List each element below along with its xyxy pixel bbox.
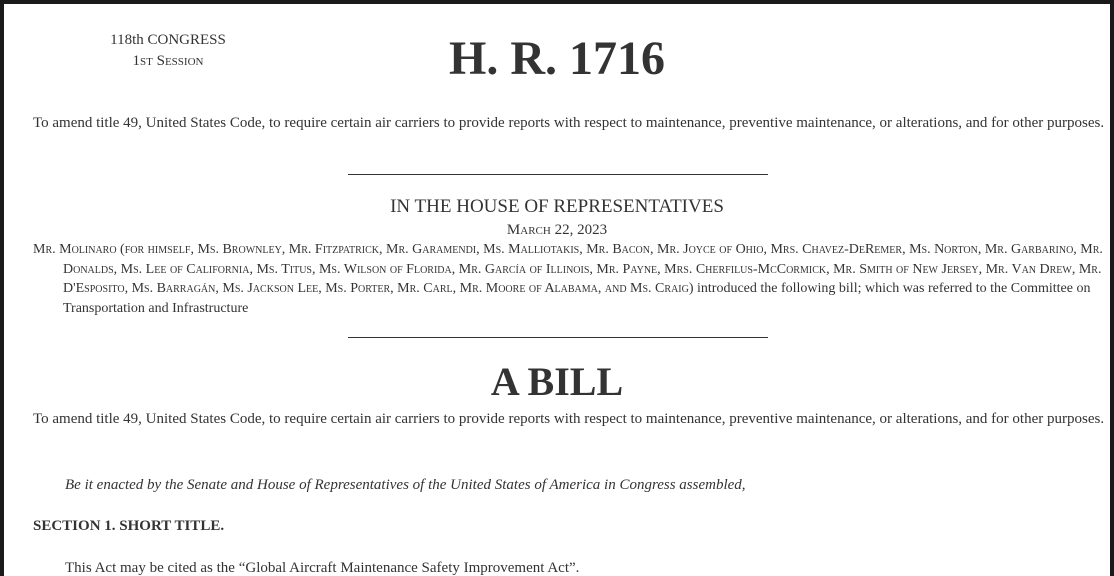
house-heading: IN THE HOUSE OF REPRESENTATIVES: [390, 196, 724, 217]
bill-heading: A BILL: [490, 359, 624, 404]
sponsors-paragraph: Mr. Molinaro (for himself, Ms. Brownley, Mr. Fitzpatrick, Mr. Garamendi, Ms. Malliotakis, Mr. Bacon, Mr. Joyce of Ohio, Mrs. Chavez-DeRemer, Ms. Norton, Mr. Garbarino, Mr. Donalds, Ms. Lee of California, Ms. Titus, Ms. Wilson of Florida, Mr. García of Illinois, Mr. Payne, Mrs. Cherfilus-McCormick, Mr. Smith of New Jersey, Mr. Van Drew, Mr. D'Esposito, Ms. Barragán, Ms. Jackson Lee, Ms. Porter, Mr. Carl, Mr. Moore of Alabama, and Ms. Craig) introduced the following bill; which was referred to the Committee on Transportation and Infrastructure: [33, 242, 1103, 316]
purpose-statement-top: To amend title 49, United States Code, to require certain air carriers to provide reports with respect to maintenance, preventive maintenance, or alterations, and for other purposes.: [33, 115, 1105, 131]
session-label: 1st Session: [132, 53, 204, 69]
introduction-date: March 22, 2023: [506, 222, 608, 238]
divider-bottom: [348, 337, 768, 338]
section-heading: SECTION 1. SHORT TITLE.: [33, 518, 225, 534]
sponsor-names: Mr. Molinaro (for himself, Ms. Brownley, Mr. Fitzpatrick, Mr. Garamendi, Ms. Malliotakis, Mr. Bacon, Mr. Joyce of Ohio, Mrs. Chavez-DeRemer, Ms. Norton, Mr. Garbarino, Mr. Donalds, Ms. Lee of California, Ms. Titus, Ms. Wilson of Florida, Mr. García of Illinois, Mr. Payne, Mrs. Cherfilus-McCormick, Mr. Smith of New Jersey, Mr. Van Drew, Mr. D'Esposito, Ms. Barragán, Ms. Jackson Lee, Ms. Porter, Mr. Carl, Mr. Moore of Alabama, and Ms. Craig: [33, 242, 1103, 296]
bill-number: H. R. 1716: [449, 32, 665, 85]
enacting-clause: Be it enacted by the Senate and House of Representatives of the United States of America in Congress assembled,: [65, 477, 746, 493]
purpose-statement-bill: To amend title 49, United States Code, to require certain air carriers to provide reports with respect to maintenance, preventive maintenance, or alterations, and for other purposes.: [33, 411, 1105, 427]
divider-top: [348, 174, 768, 175]
short-title-text: This Act may be cited as the “Global Aircraft Maintenance Safety Improvement Act”.: [65, 560, 580, 576]
congress-label: 118th CONGRESS: [110, 32, 226, 48]
